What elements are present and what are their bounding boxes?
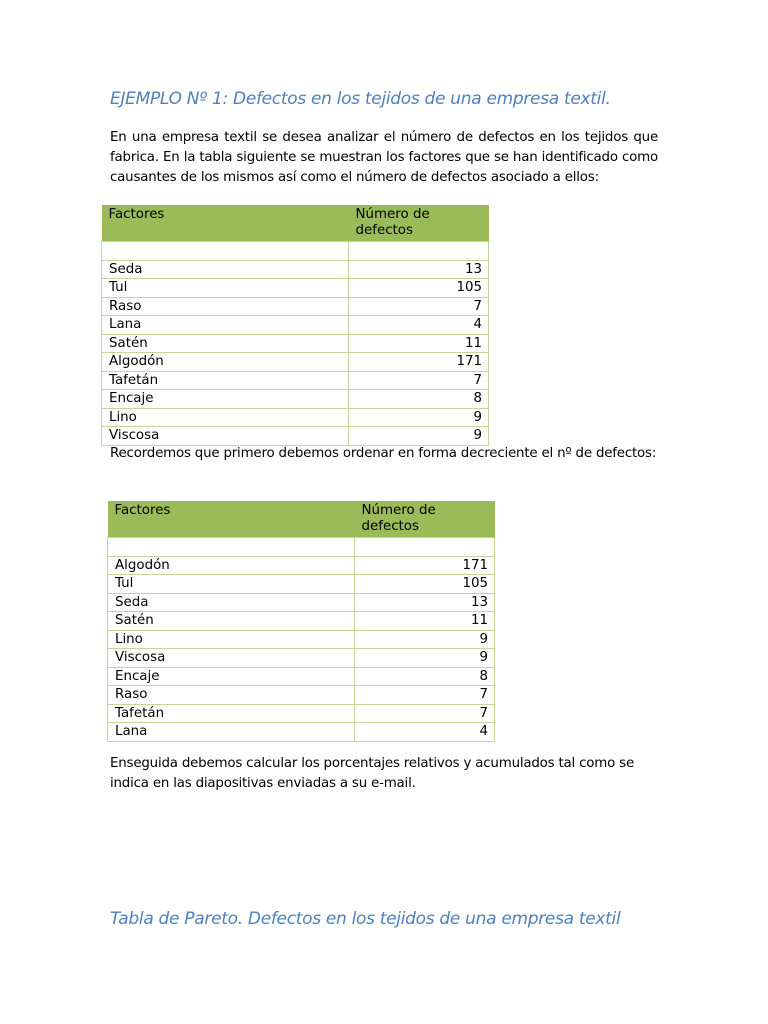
factor-cell: Tul: [108, 575, 355, 594]
table-row: [102, 353, 489, 372]
factor-cell: Lino: [108, 630, 355, 649]
count-cell: 4: [354, 723, 495, 742]
table-row: [108, 667, 495, 686]
table-row: [108, 704, 495, 723]
count-cell: 7: [354, 686, 495, 705]
factor-cell: Algodón: [102, 353, 349, 372]
intro-paragraph: En una empresa textil se desea analizar el número de defectos en los tejidos que fabrica. En la tabla siguiente se muestran los factores que se han identificado como causantes de los mismos así como el número de defectos asociado a ellos:: [110, 130, 658, 185]
header-factores: Factores: [102, 205, 349, 242]
count-cell: 105: [354, 575, 495, 594]
count-cell: 7: [354, 704, 495, 723]
count-cell: 4: [348, 316, 489, 335]
factor-cell: Satén: [108, 612, 355, 631]
header-numero-defectos: Número de defectos: [354, 501, 495, 538]
table-header-row: [108, 501, 495, 538]
table-body: [102, 242, 489, 446]
table-row: [102, 371, 489, 390]
table-row: [102, 390, 489, 409]
factor-cell: Encaje: [108, 667, 355, 686]
table-row: [102, 408, 489, 427]
factor-cell: Lana: [102, 316, 349, 335]
table-row: [102, 316, 489, 335]
factor-cell: Tul: [102, 279, 349, 298]
example-heading: EJEMPLO Nº 1: Defectos en los tejidos de una empresa textil.: [110, 89, 611, 109]
count-cell: 171: [348, 353, 489, 372]
table-row: [108, 593, 495, 612]
table-header-row: [102, 205, 489, 242]
count-cell: 13: [354, 593, 495, 612]
count-cell: 7: [348, 371, 489, 390]
count-cell: 9: [348, 408, 489, 427]
table-row: [108, 575, 495, 594]
factor-cell: Encaje: [102, 390, 349, 409]
sorted-defects-table: [107, 501, 495, 742]
factor-cell: Seda: [108, 593, 355, 612]
factor-cell: Lino: [102, 408, 349, 427]
factor-cell: Seda: [102, 260, 349, 279]
table-row: [108, 649, 495, 668]
table-row: [102, 279, 489, 298]
table-row: [102, 297, 489, 316]
factor-cell: Viscosa: [108, 649, 355, 668]
sort-instruction-paragraph: Recordemos que primero debemos ordenar en forma decreciente el nº de defectos:: [110, 446, 657, 461]
table-body: [108, 538, 495, 742]
defects-table: [101, 205, 489, 446]
header-numero-defectos: Número de defectos: [348, 205, 489, 242]
table-row: [102, 334, 489, 353]
factor-cell: Satén: [102, 334, 349, 353]
count-cell: 9: [354, 630, 495, 649]
table-row: [108, 556, 495, 575]
factor-cell: Viscosa: [102, 427, 349, 446]
table-row: [108, 723, 495, 742]
count-cell: 9: [354, 649, 495, 668]
table-row: [102, 427, 489, 446]
header-factores: Factores: [108, 501, 355, 538]
table-row: [102, 260, 489, 279]
table-row: [108, 686, 495, 705]
count-cell: 13: [348, 260, 489, 279]
factor-cell: Raso: [108, 686, 355, 705]
count-cell: 8: [354, 667, 495, 686]
next-step-paragraph: Enseguida debemos calcular los porcentajes relativos y acumulados tal como se indica en las diapositivas enviadas a su e-mail.: [110, 756, 634, 791]
count-cell: 11: [354, 612, 495, 631]
count-cell: 9: [348, 427, 489, 446]
factor-cell: Lana: [108, 723, 355, 742]
table-row: [108, 630, 495, 649]
factor-cell: Algodón: [108, 556, 355, 575]
count-cell: 8: [348, 390, 489, 409]
table-row: [108, 612, 495, 631]
count-cell: 171: [354, 556, 495, 575]
pareto-table-heading: Tabla de Pareto. Defectos en los tejidos de una empresa textil: [110, 909, 621, 929]
count-cell: 7: [348, 297, 489, 316]
count-cell: 105: [348, 279, 489, 298]
factor-cell: Raso: [102, 297, 349, 316]
count-cell: 11: [348, 334, 489, 353]
factor-cell: Tafetán: [108, 704, 355, 723]
factor-cell: Tafetán: [102, 371, 349, 390]
